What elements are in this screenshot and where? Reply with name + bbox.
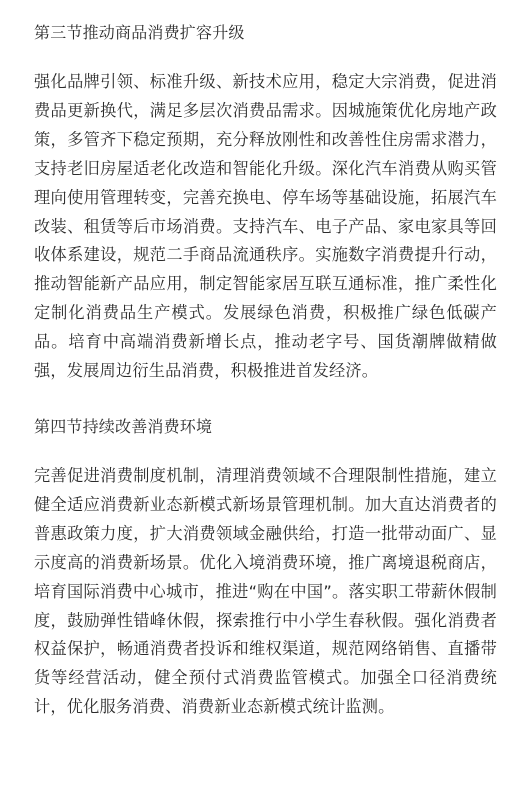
section-title-3: 第三节推动商品消费扩容升级 [34, 23, 245, 42]
section-body-3: 强化品牌引领、标准升级、新技术应用，稳定大宗消费，促进消费品更新换代，满足多层次消费品需求。因城施策优化房地产政策，多管齐下稳定预期，充分释放刚性和改善性住房需求潜力，支持老旧房屋适老化改造和智能化升级。深化汽车消费从购买管理向使用管理转变，完善充换电、停车场等基础设施，拓展汽车改装、租赁等后市场消费。支持汽车、电子产品、家电家具等回收体系建设，规范二手商品流通秩序。实施数字消费提升行动，推动智能新产品应用，制定智能家居互联互通标准，推广柔性化定制化消费品生产模式。发展绿色消费，积极推广绿色低碳产品。培育中高端消费新增长点，推动老字号、国货潮牌做精做强，发展周边衍生品消费，积极推进首发经济。 [34, 72, 497, 381]
section-body-4: 完善促进消费制度机制，清理消费领域不合理限制性措施，建立健全适应消费新业态新模式新场景管理机制。加大直达消费者的普惠政策力度，扩大消费领域金融供给，打造一批带动面广、显示度高的消费新场景。优化入境消费环境，推广离境退税商店，培育国际消费中心城市，推进“购在中国”。落实职工带薪休假制度，鼓励弹性错峰休假，探索推行中小学生春秋假。强化消费者权益保护，畅通消费者投诉和维权渠道，规范网络销售、直播带货等经营活动，健全预付式消费监管模式。加强全口径消费统计，优化服务消费、消费新业态新模式统计监测。 [34, 465, 497, 717]
section-title-4: 第四节持续改善消费环境 [34, 416, 213, 436]
